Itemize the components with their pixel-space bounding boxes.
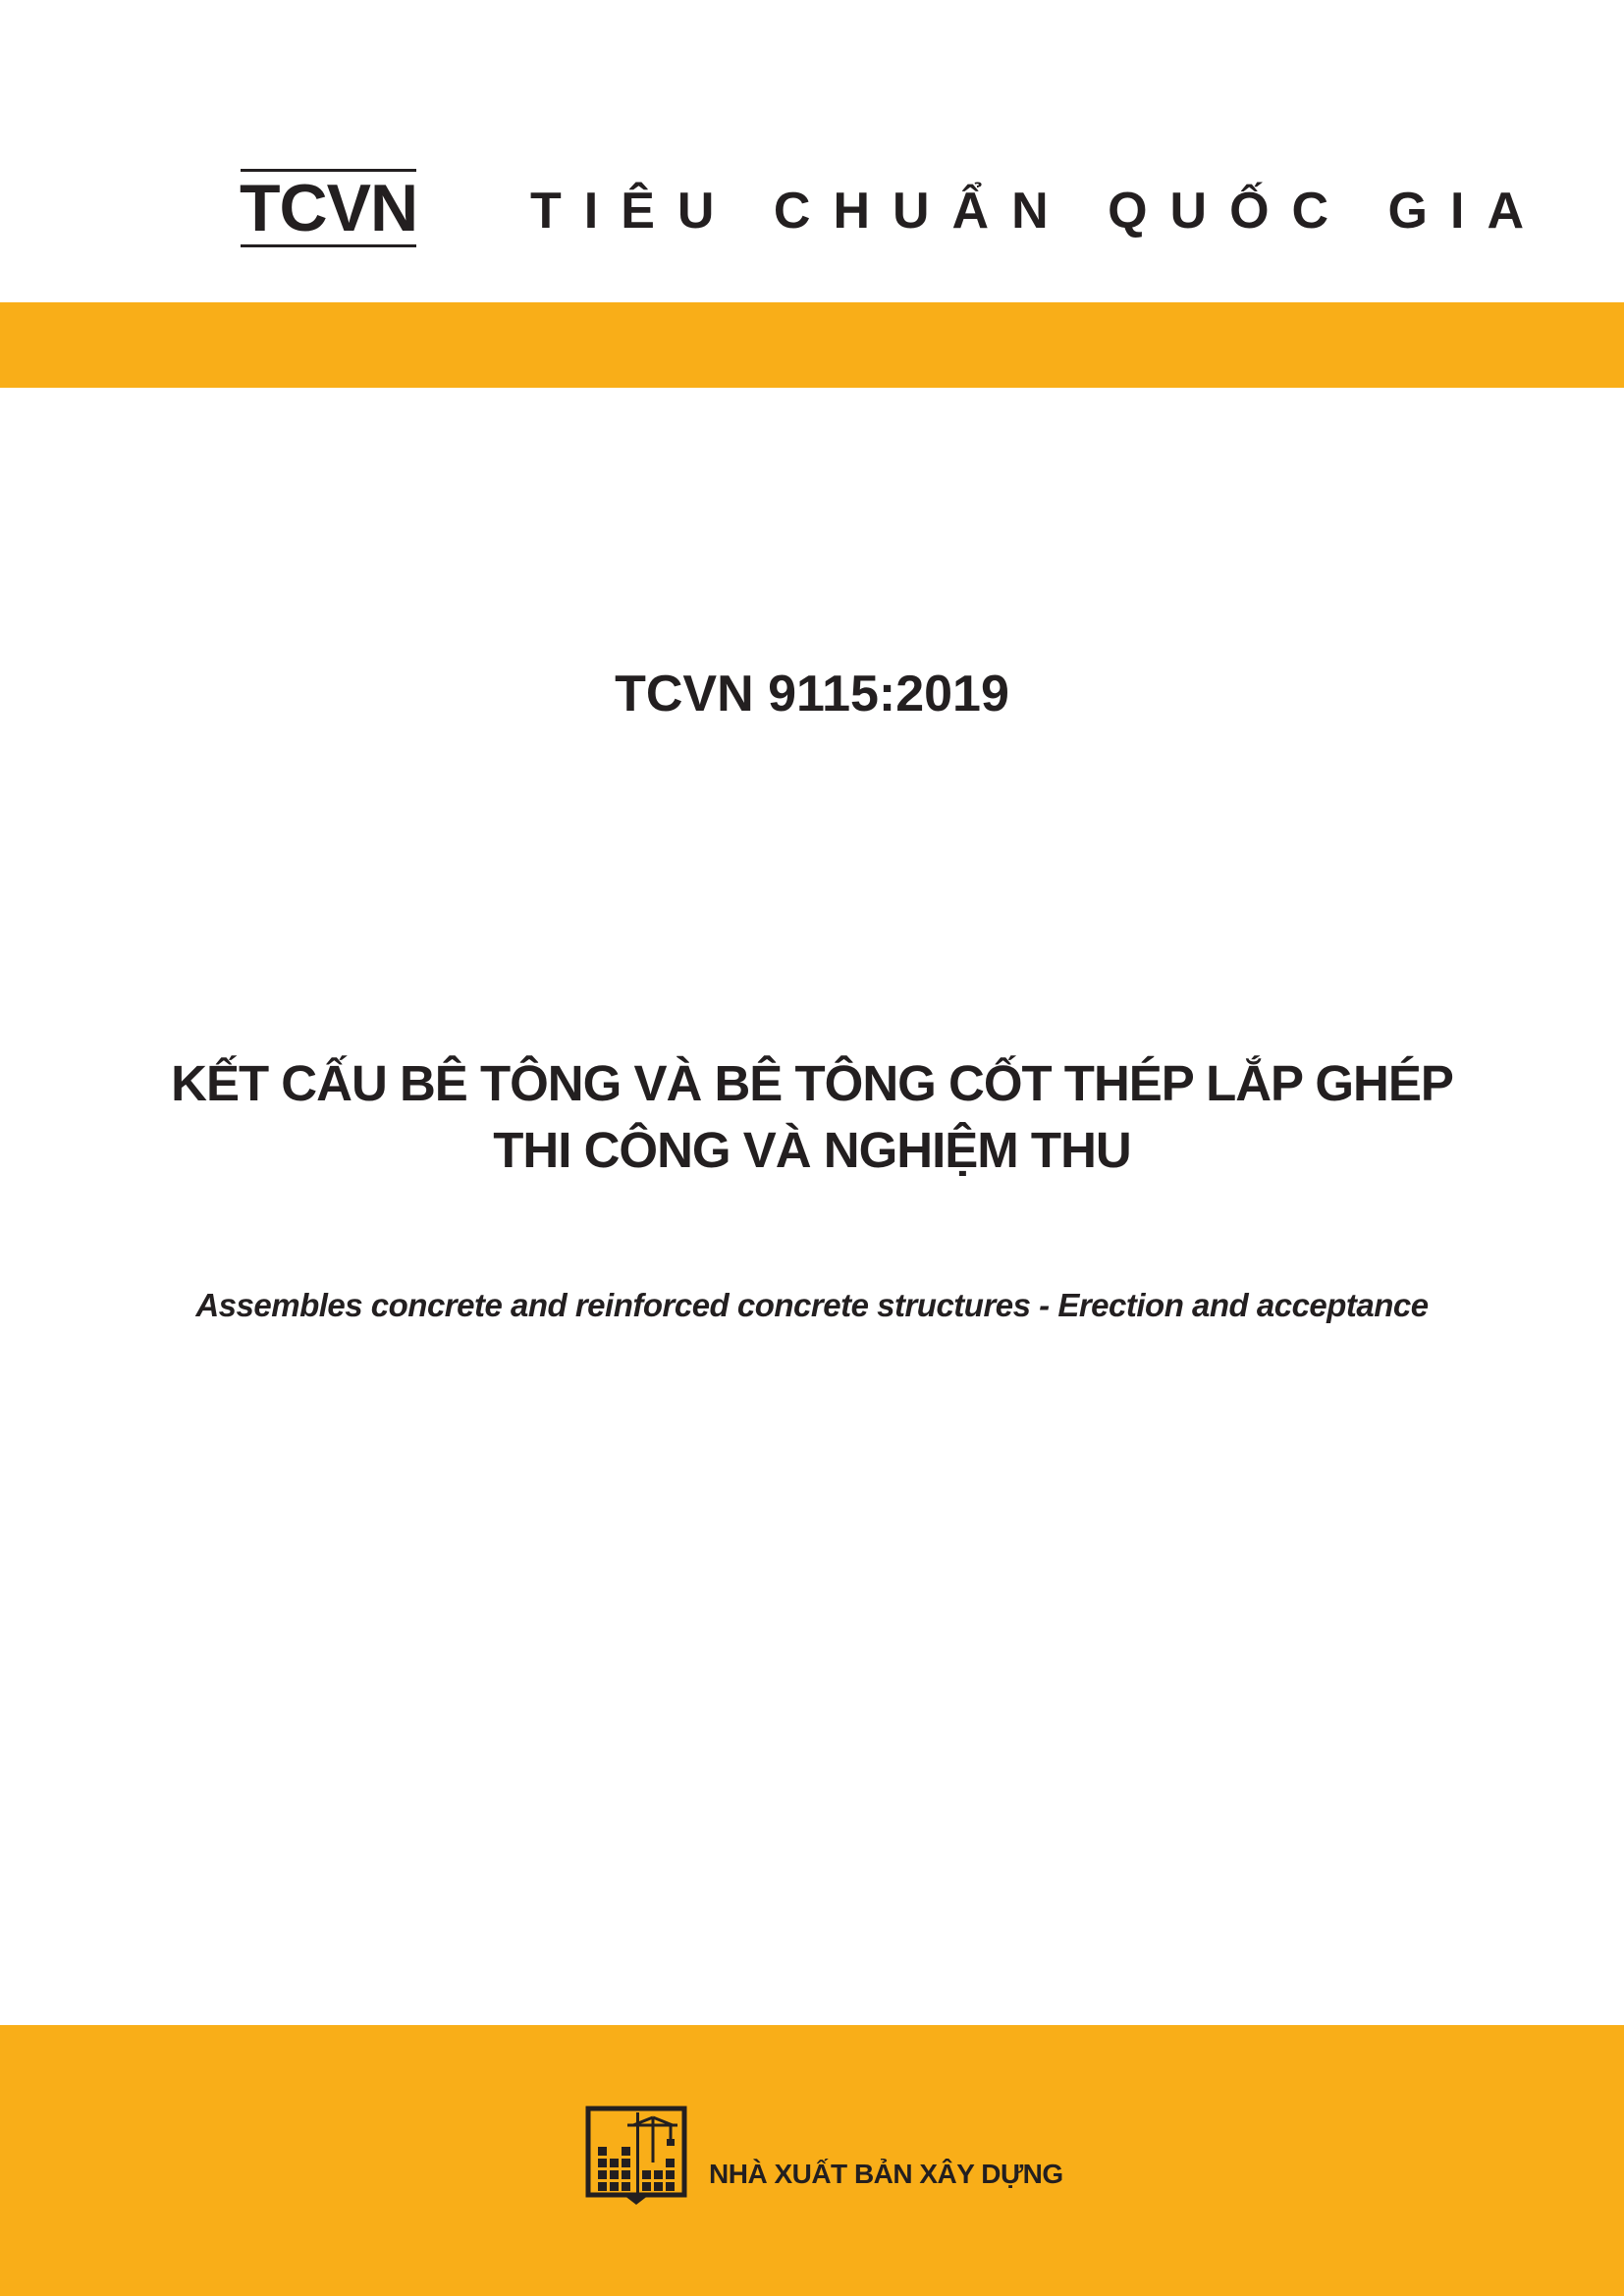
document-title-line-2: THI CÔNG VÀ NGHIỆM THU <box>493 1122 1131 1178</box>
top-accent-band <box>0 302 1624 388</box>
publisher-name: NHÀ XUẤT BẢN XÂY DỰNG <box>709 2159 1063 2189</box>
document-title <box>79 1050 1545 1184</box>
construction-book-icon <box>584 2104 688 2208</box>
standard-code: TCVN 9115:2019 <box>615 666 1009 722</box>
document-title-line-1: KẾT CẤU BÊ TÔNG VÀ BÊ TÔNG CỐT THÉP LẮP GHÉP <box>171 1055 1453 1111</box>
tcvn-logo <box>241 169 416 247</box>
national-standard-label: TIÊU CHUẨN QUỐC GIA <box>530 183 1546 240</box>
tcvn-logo-text: TCVN <box>239 171 418 245</box>
document-subtitle-english: Assembles concrete and reinforced concrete structures - Erection and acceptance <box>195 1287 1429 1323</box>
cover-header <box>0 0 1624 302</box>
